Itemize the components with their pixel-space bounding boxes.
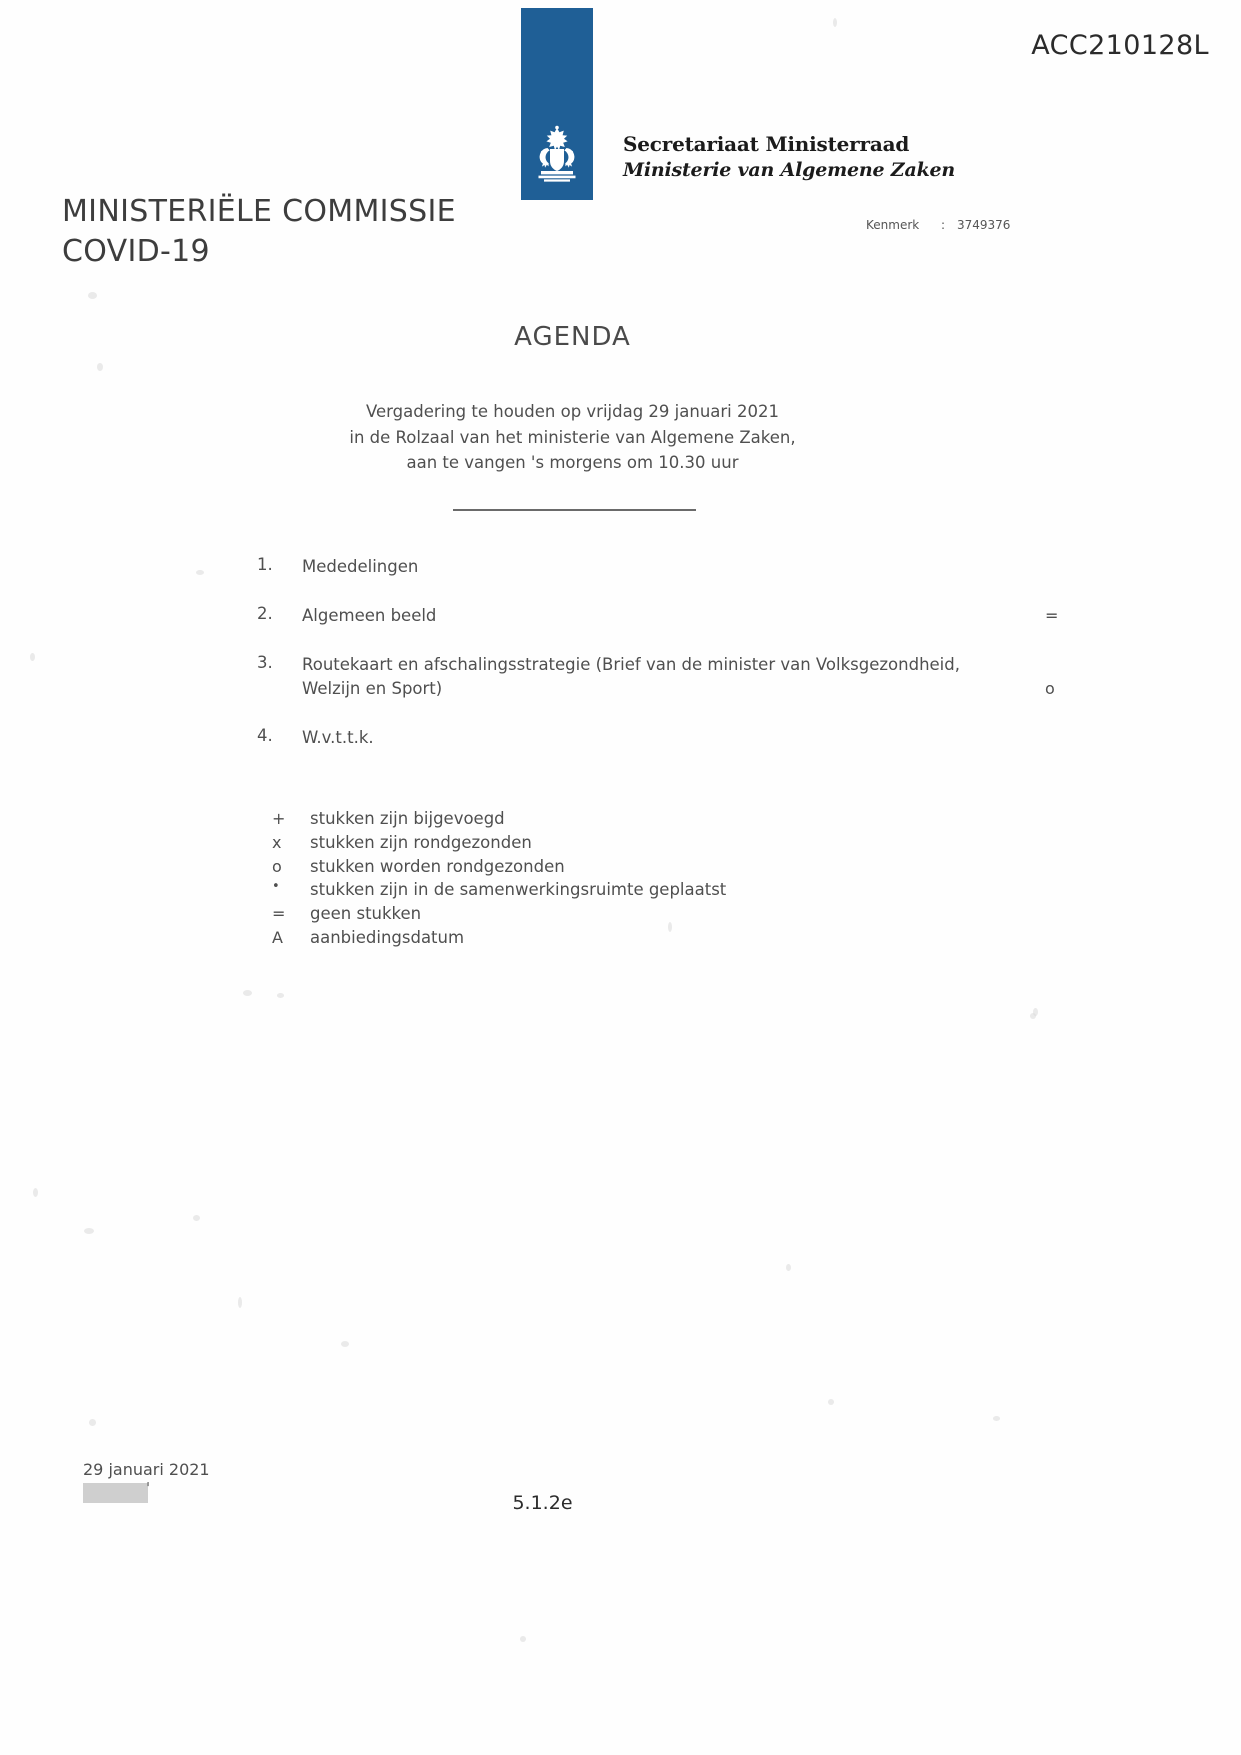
page-title-line-1: MINISTERIËLE COMMISSIE bbox=[62, 194, 456, 229]
scan-speck bbox=[243, 990, 252, 996]
meeting-info bbox=[0, 399, 1145, 476]
legend-row bbox=[0, 878, 1241, 902]
ministry-line-2: Ministerie van Algemene Zaken bbox=[623, 159, 956, 181]
kenmerk-row bbox=[866, 218, 1010, 232]
legend-row bbox=[0, 807, 1241, 831]
kenmerk-value: 3749376 bbox=[957, 218, 1011, 232]
ministry-identity bbox=[623, 131, 1043, 184]
legend-description: geen stukken bbox=[310, 904, 422, 923]
page-title-line-2: COVID-19 bbox=[62, 233, 210, 269]
redaction-tick: ' bbox=[146, 1479, 151, 1497]
agenda-item-text: W.v.t.t.k. bbox=[302, 727, 374, 747]
kenmerk-separator: : bbox=[941, 218, 946, 232]
meeting-info-line-1: Vergadering te houden op vrijdag 29 januari 2021 bbox=[365, 402, 779, 421]
legend-symbol: + bbox=[272, 809, 286, 828]
scan-speck bbox=[833, 18, 837, 27]
agenda-item-text: Algemeen beeld bbox=[302, 605, 437, 625]
scan-speck bbox=[89, 1419, 96, 1426]
legend-symbol: = bbox=[272, 904, 286, 923]
scan-speck bbox=[97, 363, 103, 371]
scan-speck bbox=[84, 1228, 94, 1234]
meeting-info-line-3: aan te vangen 's morgens om 10.30 uur bbox=[406, 453, 739, 473]
footer-date: 29 januari 2021 bbox=[83, 1460, 210, 1479]
scan-speck bbox=[33, 1188, 38, 1197]
agenda-item-number: 1. bbox=[257, 555, 273, 574]
scan-speck bbox=[88, 292, 97, 299]
page-title bbox=[62, 192, 532, 271]
legend-row bbox=[0, 831, 1241, 855]
legend-row bbox=[0, 855, 1241, 879]
legend-symbol: o bbox=[272, 856, 282, 876]
section-divider bbox=[453, 509, 696, 511]
scan-speck bbox=[993, 1416, 1000, 1421]
scan-speck bbox=[520, 1636, 526, 1642]
legend-description: stukken zijn bijgevoegd bbox=[310, 809, 505, 828]
ministry-line-1: Secretariaat Ministerraad bbox=[623, 132, 910, 156]
agenda-item-list bbox=[0, 555, 1241, 775]
agenda-item-marker: = bbox=[1045, 605, 1059, 625]
agenda-item-text: Mededelingen bbox=[302, 557, 419, 576]
meeting-info-line-2: in de Rolzaal van het ministerie van Algemene Zaken, bbox=[349, 427, 796, 447]
document-code: ACC210128L bbox=[1031, 30, 1209, 61]
scan-speck bbox=[1033, 1008, 1038, 1016]
agenda-item-number: 3. bbox=[257, 652, 273, 672]
legend-description: aanbiedingsdatum bbox=[310, 927, 465, 947]
footer-code: 5.1.2e bbox=[512, 1492, 573, 1514]
scan-speck bbox=[341, 1341, 349, 1347]
legend-symbol: x bbox=[272, 832, 282, 852]
scan-speck bbox=[277, 993, 284, 998]
legend-description: stukken zijn rondgezonden bbox=[310, 832, 532, 852]
agenda-item-marker: o bbox=[1045, 678, 1055, 698]
scan-speck bbox=[786, 1264, 791, 1271]
legend-symbol: • bbox=[272, 879, 280, 895]
agenda-item bbox=[0, 653, 1241, 701]
legend-description: stukken zijn in de samenwerkingsruimte geplaatst bbox=[310, 880, 727, 900]
agenda-item-number: 4. bbox=[257, 725, 273, 745]
agenda-item bbox=[0, 555, 1241, 579]
agenda-heading: AGENDA bbox=[514, 322, 631, 352]
legend-description: stukken worden rondgezonden bbox=[310, 856, 565, 876]
legend-symbol: A bbox=[272, 927, 283, 947]
scan-speck bbox=[828, 1399, 834, 1405]
scan-speck bbox=[238, 1297, 242, 1308]
agenda-item-number: 2. bbox=[257, 603, 273, 623]
national-coat-of-arms-icon bbox=[521, 120, 593, 190]
legend-row bbox=[0, 926, 1241, 950]
agenda-item bbox=[0, 726, 1241, 750]
kenmerk-label: Kenmerk bbox=[866, 218, 920, 232]
agenda-item bbox=[0, 604, 1241, 628]
legend-row bbox=[0, 902, 1241, 926]
legend-list bbox=[0, 807, 1241, 950]
agenda-item-text: Routekaart en afschalingsstrategie (Brief van de minister van Volksgezondheid, Welzijn en Sport) bbox=[302, 654, 960, 698]
scan-speck bbox=[193, 1215, 200, 1221]
